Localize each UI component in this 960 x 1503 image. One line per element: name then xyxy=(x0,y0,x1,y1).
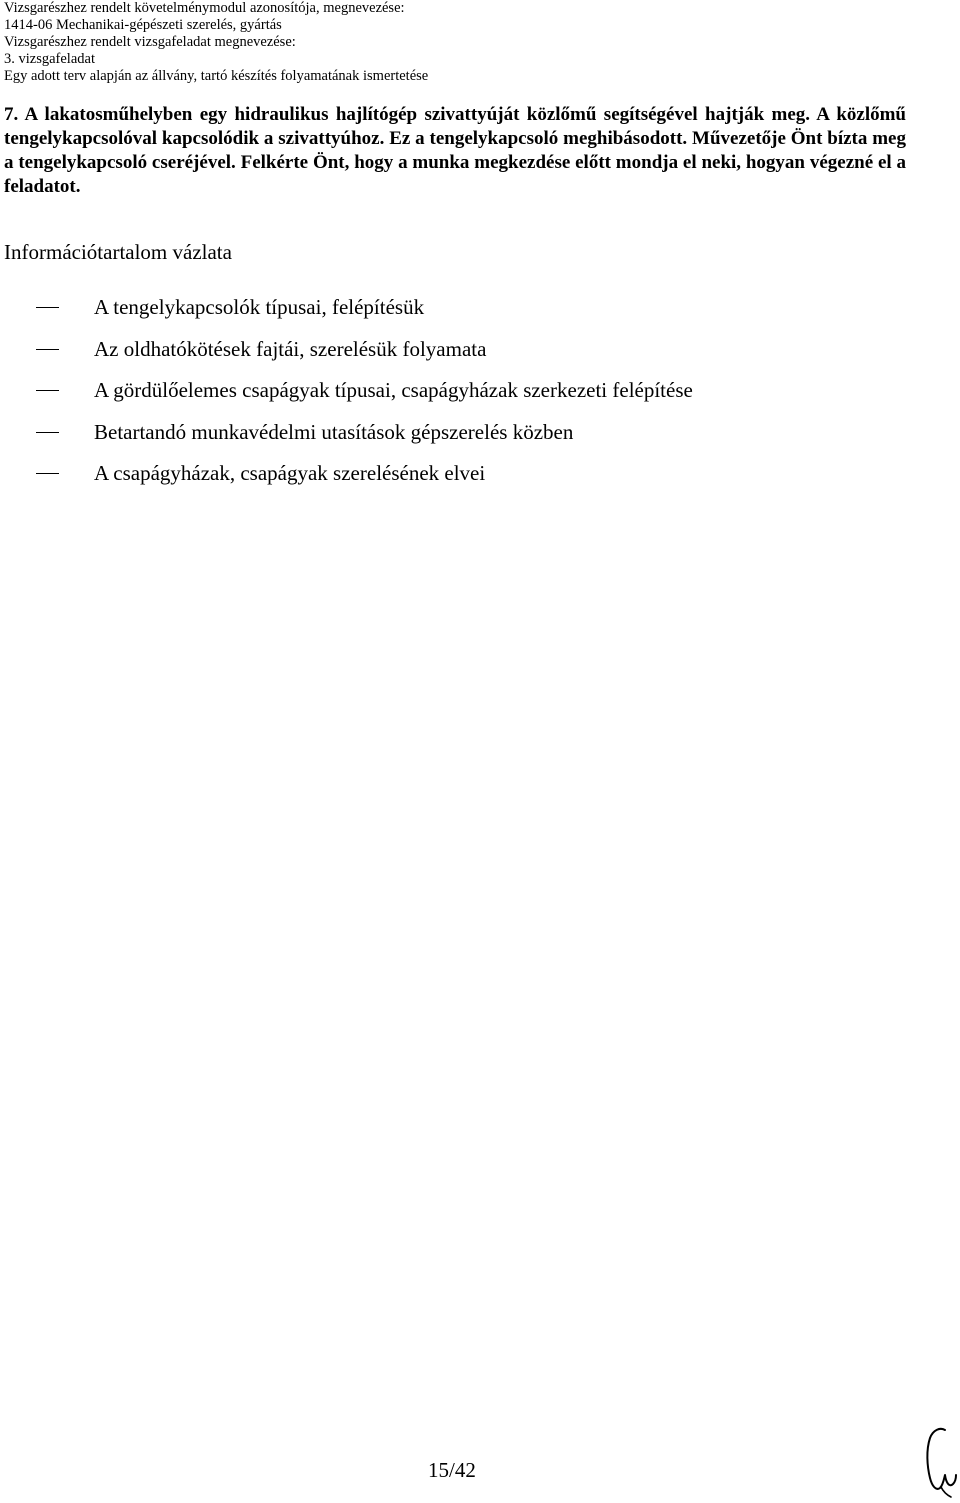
outline-list xyxy=(36,294,936,502)
dash-bullet-icon xyxy=(36,432,59,433)
dash-bullet-icon xyxy=(36,473,59,474)
document-header xyxy=(4,0,954,85)
list-item-label: A csapágyházak, csapágyak szerelésének elvei xyxy=(94,461,486,485)
task-description: 7. A lakatosműhelyben egy hidraulikus hajlítógép szivattyúját közlőmű segítségével hajtják meg. A közlőmű tengelykapcsolóval kapcsolódik a szivattyúhoz. Ez a tengelykapcsoló meghibásodott. Művezetője Önt bízta meg a tengelykapcsoló cseréjével. Felkérte Önt, hogy a munka megkezdése előtt mondja el neki, hogyan végezné el a feladatot. xyxy=(4,104,906,197)
list-item xyxy=(36,336,936,378)
list-item xyxy=(36,460,936,502)
dash-bullet-icon xyxy=(36,390,59,391)
list-item-label: Az oldhatókötések fajtái, szerelésük folyamata xyxy=(94,336,487,361)
header-module-name: 1414-06 Mechanikai-gépészeti szerelés, gyártás xyxy=(4,17,282,33)
header-task-label: Vizsgarészhez rendelt vizsgafeladat megnevezése: xyxy=(4,34,296,50)
dash-bullet-icon xyxy=(36,307,59,308)
header-module-label: Vizsgarészhez rendelt követelménymodul azonosítója, megnevezése: xyxy=(4,0,405,16)
list-item xyxy=(36,419,936,461)
handwritten-signature-icon xyxy=(918,1424,958,1500)
list-item-label: A tengelykapcsolók típusai, felépítésük xyxy=(94,295,425,319)
header-task-name: Egy adott terv alapján az állvány, tartó készítés folyamatának ismertetése xyxy=(4,68,429,84)
list-item-label: Betartandó munkavédelmi utasítások gépszerelés közben xyxy=(94,419,574,444)
list-item xyxy=(36,377,936,419)
list-item-label: A gördülőelemes csapágyak típusai, csapágyházak szerkezeti felépítése xyxy=(94,378,693,402)
list-item xyxy=(36,294,936,336)
dash-bullet-icon xyxy=(36,349,59,350)
header-task-number: 3. vizsgafeladat xyxy=(4,51,95,67)
page-number: 15/42 xyxy=(428,1458,476,1482)
outline-title: Információtartalom vázlata xyxy=(4,240,232,264)
